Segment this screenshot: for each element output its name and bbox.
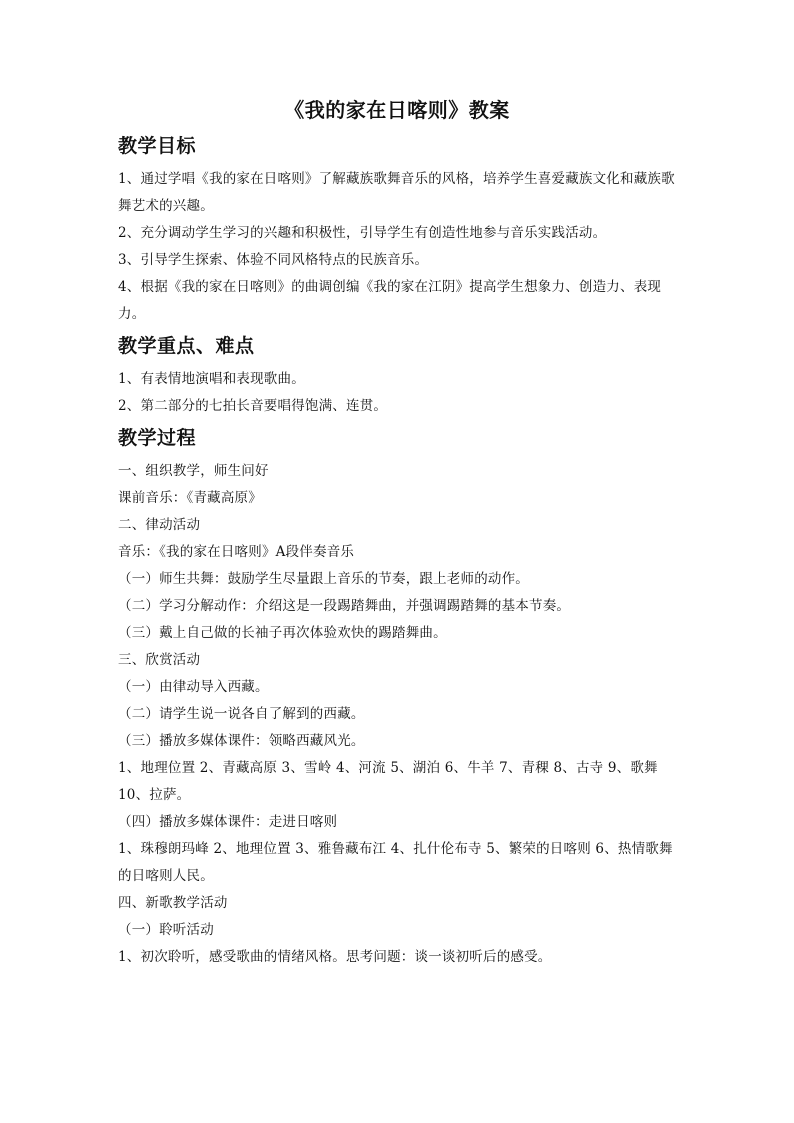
- paragraph: （四）播放多媒体课件：走进日喀则: [118, 814, 338, 830]
- paragraph: 4、根据《我的家在日喀则》的曲调创编《我的家在江阴》提高学生想象力、创造力、表现力。: [118, 279, 662, 322]
- paragraph: （三）播放多媒体课件：领略西藏风光。: [118, 733, 365, 749]
- paragraph: 1、初次聆听，感受歌曲的情绪风格。思考问题：谈一谈初听后的感受。: [118, 949, 552, 965]
- paragraph: 2、充分调动学生学习的兴趣和积极性，引导学生有创造性地参与音乐实践活动。: [118, 225, 607, 241]
- paragraph: （二）学习分解动作：介绍这是一段踢踏舞曲，并强调踢踏舞的基本节奏。: [118, 598, 571, 614]
- paragraph: （一）由律动导入西藏。: [118, 679, 269, 695]
- section-heading-process: 教学过程: [118, 427, 197, 449]
- paragraph: 音乐：《我的家在日喀则》A段伴奏音乐: [118, 544, 355, 560]
- paragraph: 四、新歌教学活动: [118, 895, 228, 911]
- section-heading-key-points: 教学重点、难点: [118, 335, 255, 357]
- paragraph: 2、第二部分的七拍长音要唱得饱满、连贯。: [118, 398, 388, 414]
- paragraph: 1、有表情地演唱和表现歌曲。: [118, 371, 305, 387]
- paragraph: （二）请学生说一说各自了解到的西藏。: [118, 706, 365, 722]
- paragraph: 二、律动活动: [118, 517, 201, 533]
- paragraph: （一）师生共舞：鼓励学生尽量跟上音乐的节奏，跟上老师的动作。: [118, 571, 529, 587]
- section-heading-objectives: 教学目标: [118, 135, 197, 157]
- paragraph: （一）聆听活动: [118, 922, 214, 938]
- paragraph: （三）戴上自己做的长袖子再次体验欢快的踢踏舞曲。: [118, 625, 447, 641]
- paragraph: 一、组织教学，师生问好: [118, 463, 269, 479]
- paragraph: 三、欣赏活动: [118, 652, 201, 668]
- document-title: 《我的家在日喀则》教案: [284, 98, 510, 122]
- paragraph: 1、地理位置 2、青藏高原 3、雪岭 4、河流 5、湖泊 6、牛羊 7、青稞 8、古寺 9、歌舞 10、拉萨。: [118, 760, 658, 803]
- paragraph: 1、通过学唱《我的家在日喀则》了解藏族歌舞音乐的风格，培养学生喜爱藏族文化和藏族歌舞艺术的兴趣。: [118, 171, 675, 214]
- paragraph: 3、引导学生探索、体验不同风格特点的民族音乐。: [118, 252, 429, 268]
- paragraph: 课前音乐：《青藏高原》: [118, 490, 262, 506]
- paragraph: 1、珠穆朗玛峰 2、地理位置 3、雅鲁藏布江 4、扎什伦布寺 5、繁荣的日喀则 6、热情歌舞的日喀则人民。: [118, 841, 673, 884]
